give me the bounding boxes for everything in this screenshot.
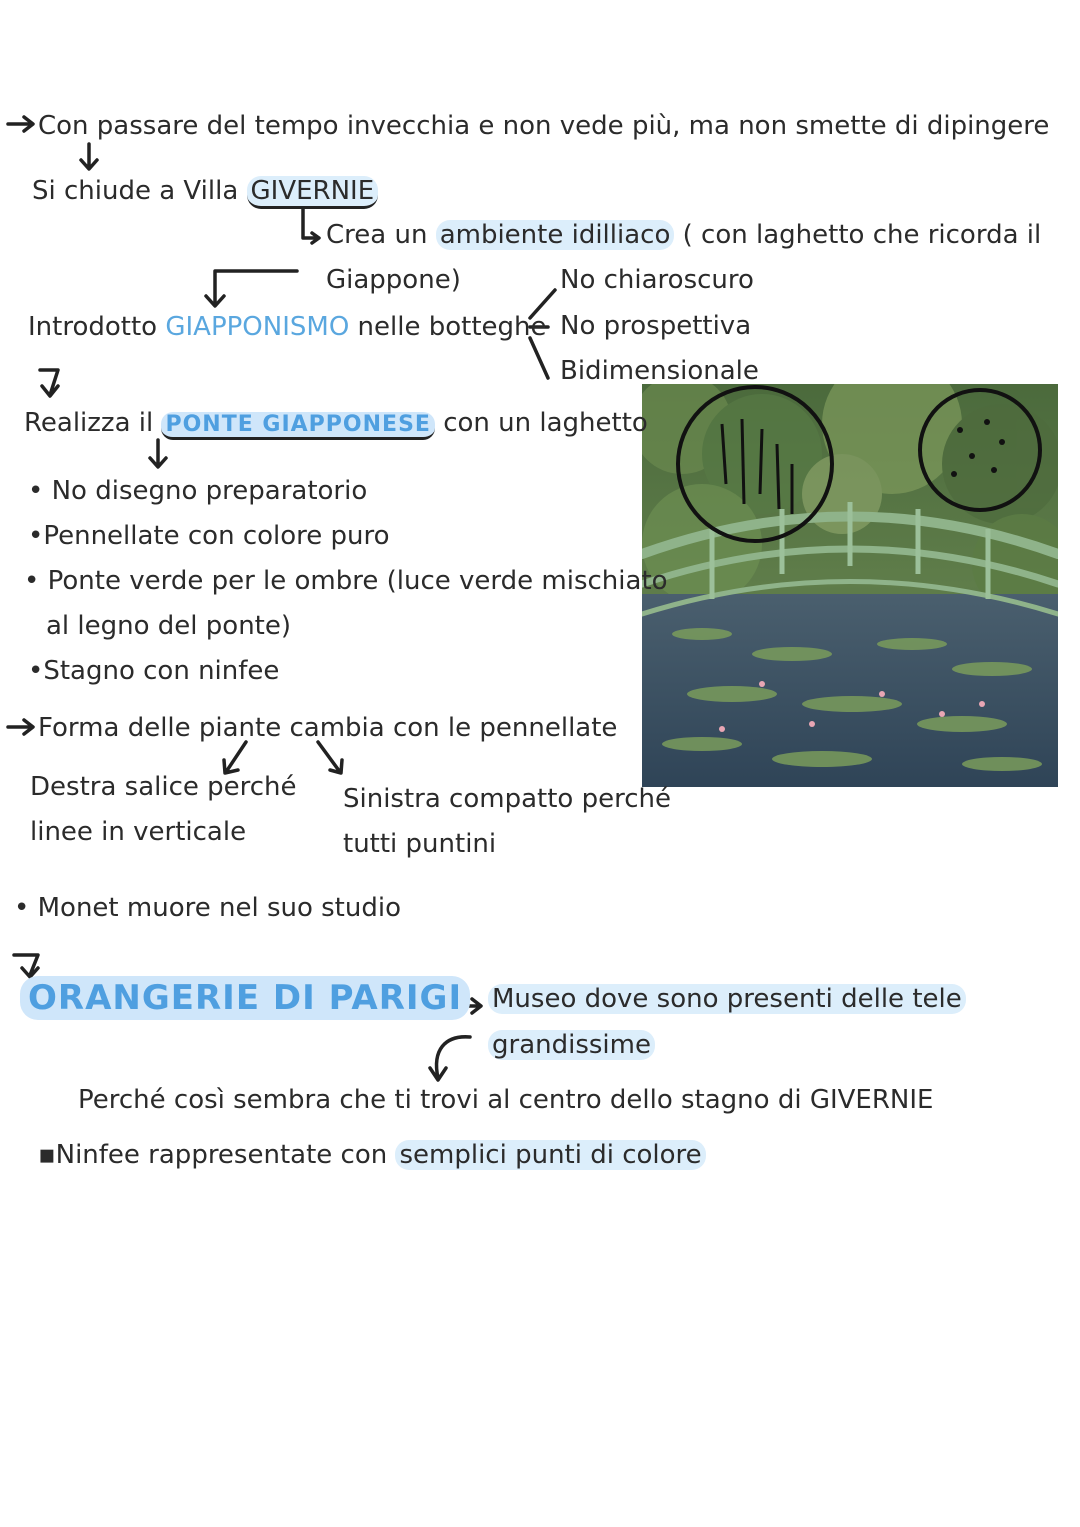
- branch-down-icon: [530, 338, 548, 378]
- curly-arrow-icon: [40, 370, 58, 396]
- orangerie-title: [20, 978, 470, 1018]
- curly-arrow-icon-2: [14, 955, 38, 977]
- note-line-6-prefix: Realizza il: [24, 408, 162, 438]
- monet-bridge-painting: [642, 384, 1058, 787]
- museum-desc-2: grandissime: [488, 1029, 655, 1061]
- note-line-5: [28, 311, 547, 343]
- willow-note-1: Destra salice perché: [30, 772, 297, 802]
- bullet-item-4: •Stagno con ninfee: [28, 656, 280, 686]
- note-line-9: Perché così sembra che ti trovi al centro dello stagno di GIVERNIE: [78, 1085, 934, 1115]
- feature-item-2: No prospettiva: [560, 311, 752, 341]
- arrow-down-icon-2: [150, 440, 166, 467]
- compact-note-1: Sinistra compatto perché: [343, 784, 671, 814]
- bullet-item-1: • No disegno preparatorio: [28, 476, 368, 506]
- giapponismo-term: GIAPPONISMO: [165, 312, 350, 342]
- note-line-4: Giappone): [326, 265, 461, 295]
- color-dots-highlight: semplici punti di colore: [395, 1140, 705, 1170]
- arrow-right-icon: [8, 117, 33, 131]
- note-line-3-prefix: Crea un: [326, 220, 436, 250]
- note-line-10: ▪Ninfee rappresentate con semplici punti di colore: [38, 1139, 706, 1171]
- note-line-3: [326, 219, 1041, 251]
- note-line-5-rest: nelle botteghe: [349, 312, 547, 342]
- bullet-item-2: •Pennellate con colore puro: [28, 521, 390, 551]
- note-line-2-prefix: Si chiude a Villa: [32, 176, 247, 206]
- note-line-10-prefix: Ninfee rappresentate con: [55, 1140, 396, 1170]
- note-line-8: • Monet muore nel suo studio: [14, 893, 401, 923]
- givernie-term: GIVERNIE: [247, 176, 379, 209]
- arrow-down-left-icon: [224, 742, 246, 773]
- curved-arrow-icon: [430, 1037, 470, 1080]
- elbow-arrow-icon-2: [206, 271, 297, 306]
- ponte-giapponese-term: PONTE GIAPPONESE: [161, 412, 434, 440]
- note-line-2: [32, 175, 378, 207]
- note-line-5-prefix: Introdotto: [28, 312, 166, 342]
- compact-note-2: tutti puntini: [343, 829, 497, 859]
- bullet-item-3-cont: al legno del ponte): [46, 611, 292, 641]
- feature-item-3: Bidimensionale: [560, 356, 759, 386]
- idyllic-highlight: ambiente idilliaco: [436, 220, 675, 250]
- arrow-right-icon-2: [8, 720, 33, 734]
- note-line-7: Forma delle piante cambia con le pennellate: [38, 713, 618, 743]
- willow-note-2: linee in verticale: [30, 817, 247, 847]
- note-line-6-rest: con un laghetto: [434, 408, 648, 438]
- note-line-1: Con passare del tempo invecchia e non vede più, ma non smette di dipingere: [38, 111, 1050, 141]
- arrow-down-right-icon: [318, 742, 342, 773]
- feature-item-1: No chiaroscuro: [560, 265, 754, 295]
- museum-desc-1: Museo dove sono presenti delle tele: [488, 983, 966, 1015]
- note-line-3-rest: ( con laghetto che ricorda il: [674, 220, 1042, 250]
- arrow-down-icon: [81, 144, 97, 169]
- note-line-6: [24, 407, 648, 441]
- bullet-item-3: • Ponte verde per le ombre (luce verde mischiato: [24, 566, 668, 596]
- orangerie-term: ORANGERIE DI PARIGI: [20, 976, 470, 1020]
